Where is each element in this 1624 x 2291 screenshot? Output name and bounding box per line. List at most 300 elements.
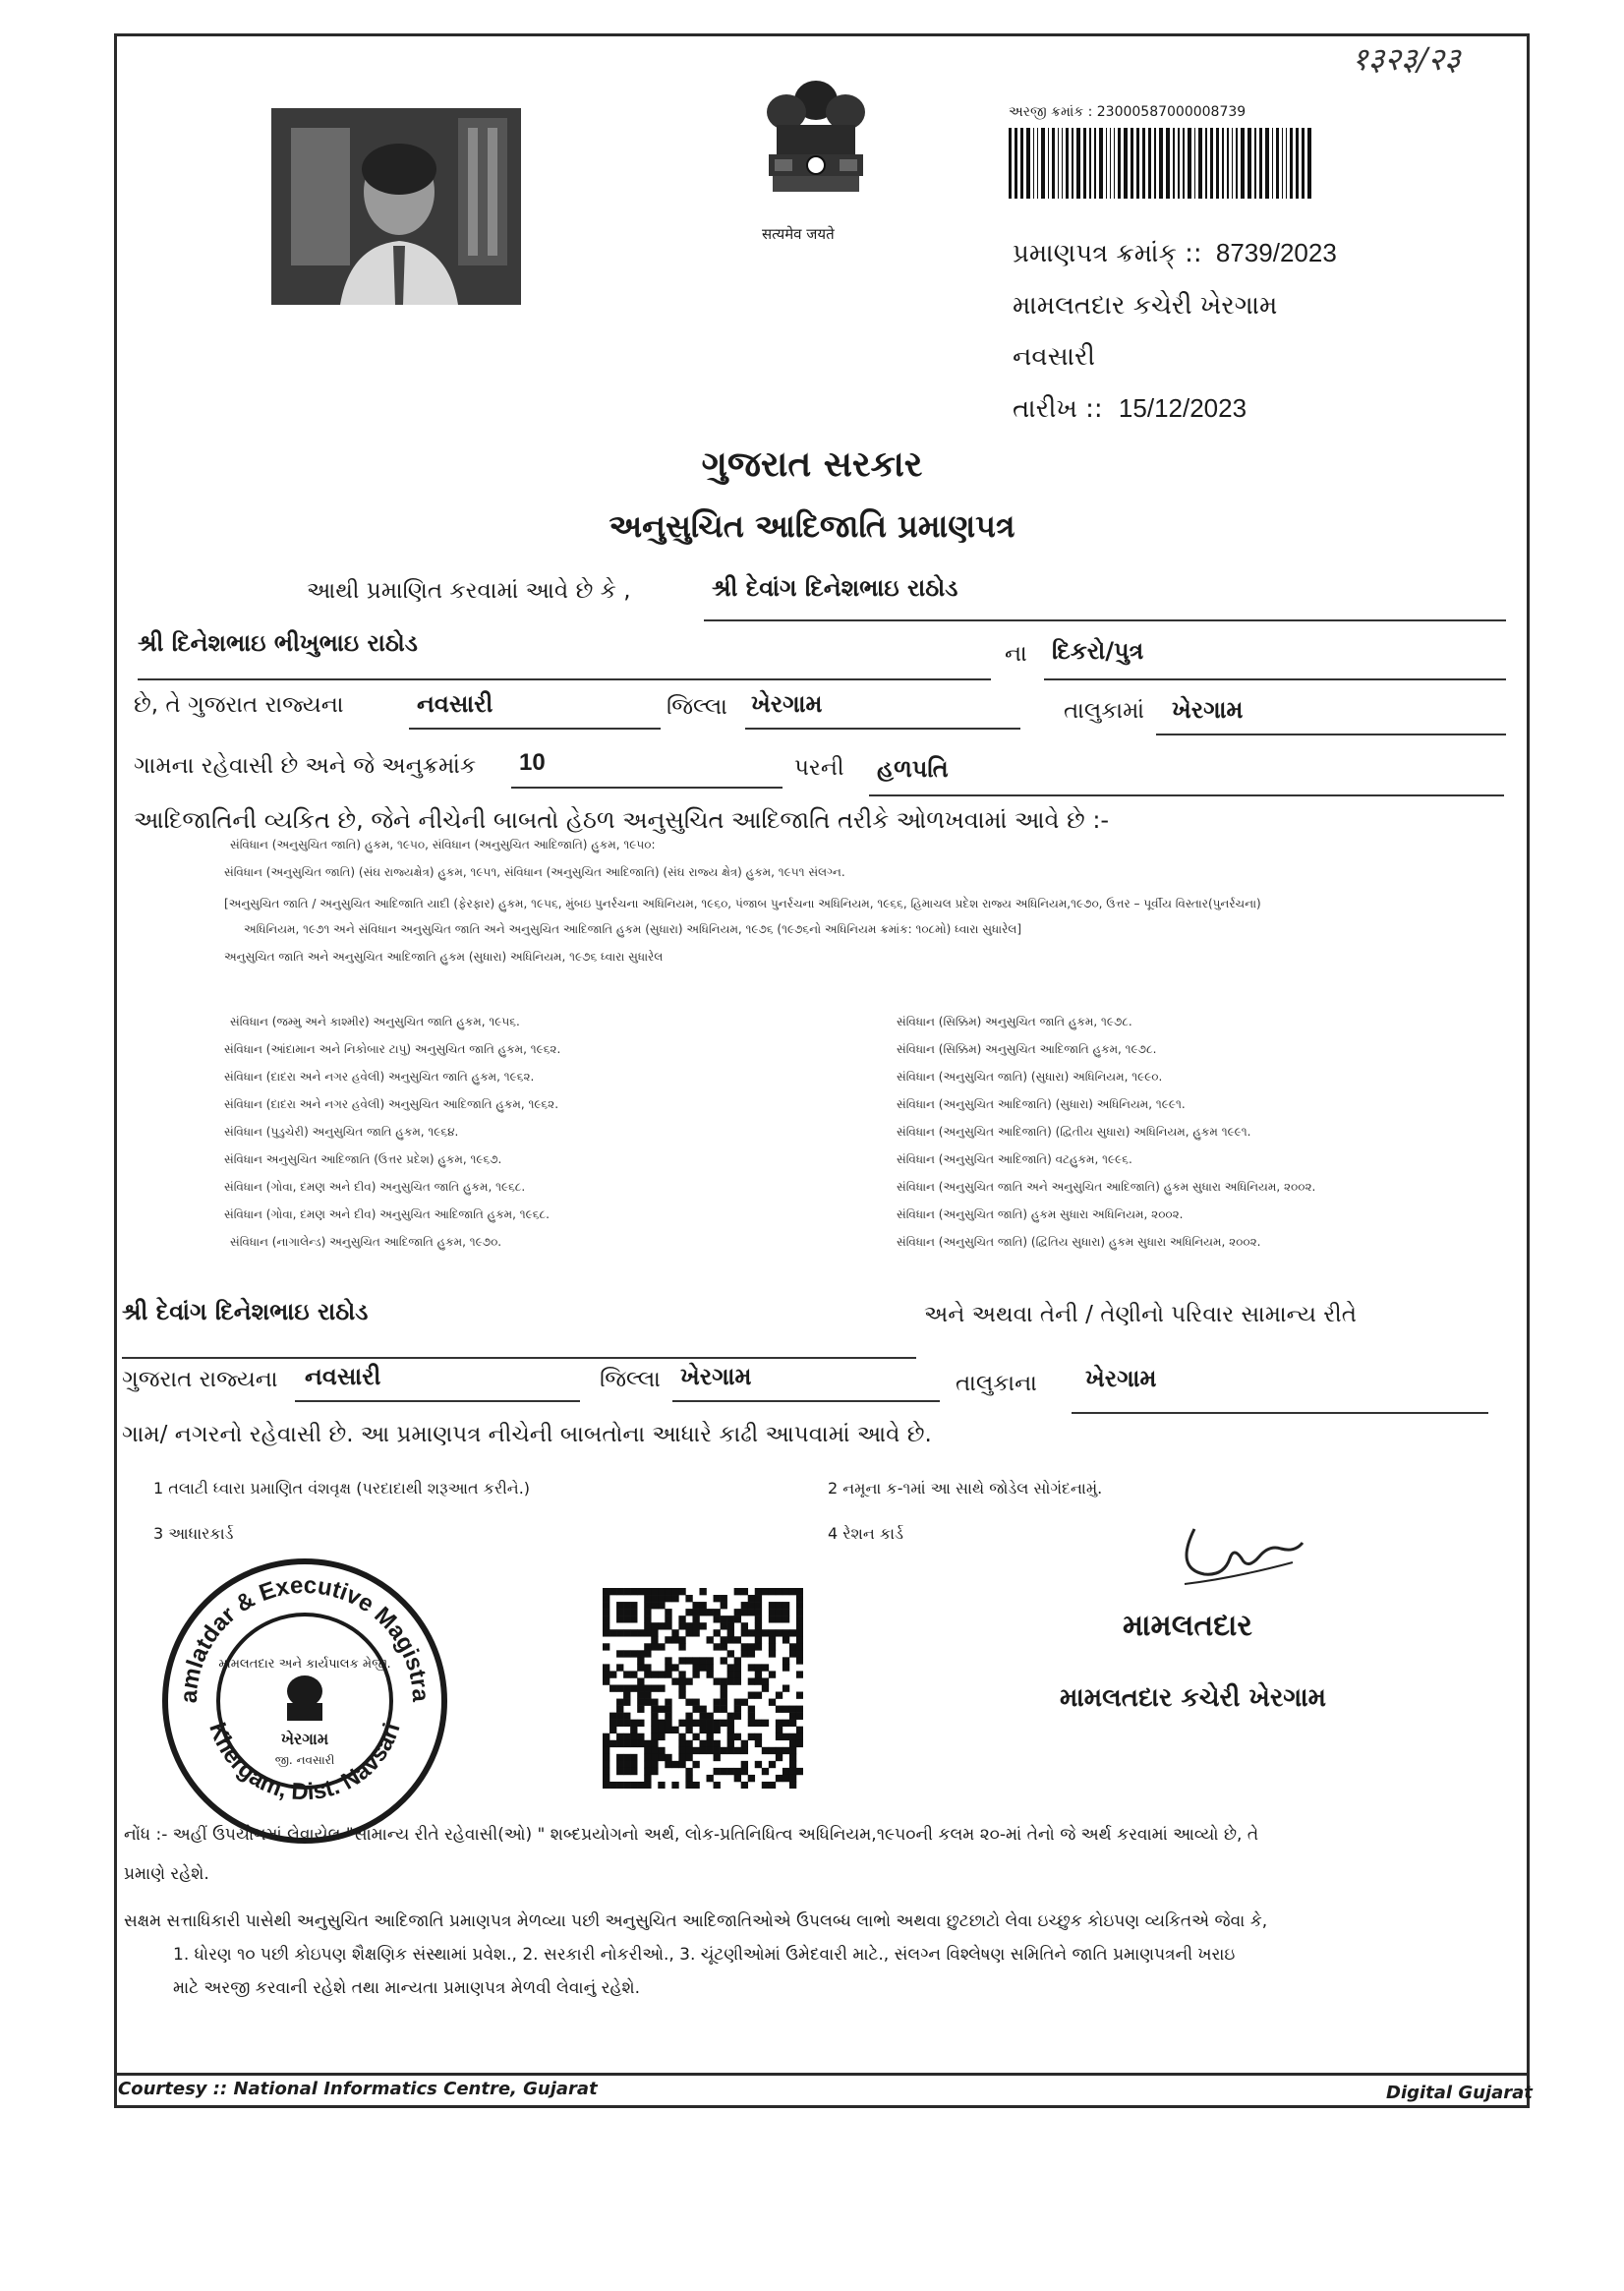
qr-module xyxy=(714,1754,721,1761)
qr-module xyxy=(671,1595,678,1602)
district-value-2: ખેરગામ xyxy=(751,690,823,718)
qr-module xyxy=(727,1740,734,1747)
qr-module xyxy=(714,1740,721,1747)
qr-module xyxy=(707,1657,714,1664)
qr-module xyxy=(603,1747,609,1754)
barcode-bar xyxy=(1259,128,1262,199)
qr-module xyxy=(721,1706,727,1713)
qr-module xyxy=(714,1720,721,1727)
qr-module xyxy=(734,1657,741,1664)
qr-module xyxy=(616,1664,623,1671)
barcode-bar xyxy=(1290,128,1293,199)
underline xyxy=(1072,1412,1488,1414)
qr-module xyxy=(685,1747,692,1754)
qr-module xyxy=(685,1595,692,1602)
qr-module xyxy=(699,1657,706,1664)
qr-module xyxy=(762,1588,769,1595)
person-name: શ્રી દેવાંગ દિનેશભાઇ રાઠોડ xyxy=(712,574,958,602)
qr-module xyxy=(741,1740,748,1747)
order-line: અધિનિયમ, ૧૯૭૧ અને સંવિધાન અનુસુચિત જાતિ અને અનુસુચિત આદિજાતિ હુકમ (સુધારા) અધિનિયમ, ૧૯૭૬ (૧૯૭૬નો અધિનિયમ ક્રમાંક: ૧૦૮મો) ધ્વારા સુધારેલ] xyxy=(244,922,1022,936)
qr-module xyxy=(665,1588,671,1595)
qr-module xyxy=(755,1609,762,1615)
barcode-bar xyxy=(1114,128,1115,199)
qr-module xyxy=(796,1636,803,1643)
qr-module xyxy=(783,1602,789,1609)
qr-module xyxy=(630,1609,637,1615)
barcode-bar xyxy=(1009,128,1012,199)
qr-module xyxy=(637,1740,644,1747)
qr-module xyxy=(644,1615,651,1622)
qr-module xyxy=(609,1740,616,1747)
barcode-bar xyxy=(1205,128,1207,199)
qr-module xyxy=(789,1629,796,1636)
qr-module xyxy=(692,1622,699,1629)
qr-module xyxy=(637,1677,644,1684)
seal-emblem-icon xyxy=(287,1675,322,1721)
qr-module xyxy=(692,1629,699,1636)
district-value: નવસારી xyxy=(417,690,493,718)
qr-module xyxy=(616,1609,623,1615)
qr-module xyxy=(783,1768,789,1775)
order-line: [અનુસુચિત જાતિ / અનુસુચિત આદિજાતિ યાદી (ફેરફાર) હુકમ, ૧૯૫૬, મુંબઇ પુનર્રચના અધિનિયમ, ૧૯૬૦, પંજાબ પુનર્રચના અધિનિયમ, ૧૯૬૬, હિમાચલ પ્રદેશ રાજ્ય અધિનિયમ,૧૯૭૦, ઉત્તર – પૂર્વીય વિસ્તાર(પુનર્રચના) xyxy=(224,897,1261,911)
qr-module xyxy=(603,1664,609,1671)
qr-module xyxy=(748,1775,755,1782)
qr-module xyxy=(762,1684,769,1691)
qr-module xyxy=(637,1733,644,1740)
barcode-bar xyxy=(1154,128,1156,199)
qr-module xyxy=(714,1768,721,1775)
qr-module xyxy=(651,1727,658,1733)
qr-module xyxy=(644,1747,651,1754)
qr-module xyxy=(734,1699,741,1706)
qr-module xyxy=(651,1754,658,1761)
qr-module xyxy=(671,1636,678,1643)
qr-module xyxy=(658,1754,665,1761)
qr-module xyxy=(644,1761,651,1768)
qr-module xyxy=(796,1713,803,1720)
qr-module xyxy=(637,1650,644,1657)
qr-module xyxy=(727,1664,734,1671)
document-item: 1 તલાટી ધ્વારા પ્રમાણિત વંશવૃક્ષ (પરદાદાથી શરૂઆત કરીને.) xyxy=(153,1479,531,1498)
qr-module xyxy=(685,1622,692,1629)
qr-module xyxy=(644,1692,651,1699)
qr-module xyxy=(692,1747,699,1754)
qr-module xyxy=(783,1609,789,1615)
qr-module xyxy=(762,1677,769,1684)
qr-module xyxy=(769,1615,776,1622)
qr-module xyxy=(685,1720,692,1727)
barcode-bar xyxy=(1131,128,1133,199)
qr-module xyxy=(721,1643,727,1650)
taluka-label-2: તાલુકાના xyxy=(956,1371,1037,1396)
note-line: પ્રમાણે રહેશે. xyxy=(124,1864,209,1884)
qr-module xyxy=(644,1684,651,1691)
qr-module xyxy=(665,1657,671,1664)
qr-module xyxy=(685,1699,692,1706)
qr-module xyxy=(692,1782,699,1789)
qr-module xyxy=(658,1684,665,1691)
qr-module xyxy=(692,1602,699,1609)
qr-module xyxy=(734,1671,741,1677)
underline xyxy=(409,728,661,730)
order-left: સંવિધાન (ગોવા, દમણ અને દીવ) અનુસુચિત આદિજાતિ હુકમ, ૧૯૬૮. xyxy=(224,1207,550,1221)
qr-module xyxy=(623,1588,630,1595)
qr-module xyxy=(665,1615,671,1622)
qr-module xyxy=(769,1747,776,1754)
qr-module xyxy=(796,1727,803,1733)
note-line: નોંધ :- અહીં ઉપયોગમાં લેવાયેલ "સામાન્ય રીતે રહેવાસી(ઓ) " શબ્દપ્રયોગનો અર્થ, લોક-પ્રતિનિધિત્વ અધિનિયમ,૧૯૫૦ની કલમ ૨૦-માં તેનો જે અર્થ કરવામાં આવ્યો છે, તે xyxy=(124,1825,1259,1845)
barcode-bar xyxy=(1166,128,1170,199)
qr-module xyxy=(616,1761,623,1768)
qr-module xyxy=(616,1706,623,1713)
qr-module xyxy=(796,1692,803,1699)
qr-module xyxy=(789,1733,796,1740)
qr-module xyxy=(755,1595,762,1602)
footer-divider xyxy=(114,2073,1530,2076)
qr-module xyxy=(658,1588,665,1595)
qr-module xyxy=(630,1671,637,1677)
qr-module xyxy=(644,1768,651,1775)
qr-module xyxy=(789,1754,796,1761)
district-label: જિલ્લા xyxy=(667,694,727,720)
qr-module xyxy=(623,1782,630,1789)
qr-module xyxy=(776,1588,783,1595)
qr-module xyxy=(637,1782,644,1789)
qr-module xyxy=(651,1747,658,1754)
qr-module xyxy=(789,1740,796,1747)
qr-module xyxy=(692,1609,699,1615)
barcode-bar xyxy=(1296,128,1299,199)
qr-module xyxy=(699,1588,706,1595)
qr-module xyxy=(651,1761,658,1768)
qr-module xyxy=(623,1602,630,1609)
qr-module xyxy=(796,1615,803,1622)
qr-module xyxy=(796,1595,803,1602)
application-number-value: 23000587000008739 xyxy=(1096,104,1247,120)
barcode-bar xyxy=(1148,128,1151,199)
qr-module xyxy=(734,1733,741,1740)
qr-module xyxy=(796,1588,803,1595)
barcode-bar xyxy=(1188,128,1191,199)
qr-module xyxy=(630,1768,637,1775)
qr-module xyxy=(748,1733,755,1740)
qr-module xyxy=(671,1629,678,1636)
qr-module xyxy=(658,1727,665,1733)
application-number-label: અરજી ક્રમાંક : xyxy=(1009,104,1093,120)
qr-module xyxy=(637,1657,644,1664)
basis-text: ગામ/ નગરનો રહેવાસી છે. આ પ્રમાણપત્ર નીચેની બાબતોના આધારે કાઢી આપવામાં આવે છે. xyxy=(122,1422,932,1447)
note-paragraph: સક્ષમ સત્તાધિકારી પાસેથી અનુસુચિત આદિજાતિ પ્રમાણપત્ર મેળવ્યા પછી અનુસુચિત આદિજાતિઓએ ઉપલબ્ધ લાભો અથવા છુટછાટો લેવા ઇચ્છુક કોઇપણ વ્યકિતએ જેવા કે, xyxy=(124,1911,1268,1931)
order-right: સંવિધાન (અનુસુચિત આદિજાતિ) (દ્વિતીય સુધારા) અધિનિયમ, હુકમ ૧૯૯૧. xyxy=(897,1125,1251,1139)
qr-module xyxy=(707,1747,714,1754)
qr-module xyxy=(721,1636,727,1643)
qr-module xyxy=(616,1699,623,1706)
qr-module xyxy=(734,1588,741,1595)
qr-module xyxy=(616,1733,623,1740)
certificate-number xyxy=(1013,238,1337,269)
qr-module xyxy=(616,1740,623,1747)
underline xyxy=(138,678,991,680)
order-left: સંવિધાન (દાદરા અને નગર હવેલી) અનુસુચિત આદિજાતિ હુકમ, ૧૯૬૨. xyxy=(224,1097,559,1111)
certificate-number-label: પ્રમાણપત્ર ક્રમાંક્ :: xyxy=(1013,239,1202,268)
qr-module xyxy=(651,1636,658,1643)
qr-module xyxy=(714,1677,721,1684)
qr-module xyxy=(603,1609,609,1615)
taluka-label: તાલુકામાં xyxy=(1064,698,1145,724)
qr-module xyxy=(714,1615,721,1622)
qr-module xyxy=(671,1588,678,1595)
relation-value: દિકરો/પુત્ર xyxy=(1052,637,1144,665)
qr-module xyxy=(644,1754,651,1761)
barcode-bar xyxy=(1066,128,1069,199)
qr-module xyxy=(623,1761,630,1768)
qr-module xyxy=(762,1782,769,1789)
qr-module xyxy=(789,1650,796,1657)
qr-module xyxy=(603,1602,609,1609)
barcode-bar xyxy=(1178,128,1180,199)
qr-module xyxy=(616,1754,623,1761)
qr-module xyxy=(644,1588,651,1595)
qr-module xyxy=(644,1782,651,1789)
qr-module xyxy=(637,1629,644,1636)
qr-module xyxy=(623,1615,630,1622)
serial-number: 10 xyxy=(519,749,546,776)
qr-module xyxy=(651,1602,658,1609)
qr-module xyxy=(616,1588,623,1595)
relation-prefix: ના xyxy=(1005,641,1027,667)
official-seal xyxy=(157,1554,452,1849)
qr-module xyxy=(685,1754,692,1761)
qr-module xyxy=(727,1720,734,1727)
qr-module xyxy=(727,1636,734,1643)
barcode-bar xyxy=(1026,128,1030,199)
qr-module xyxy=(796,1629,803,1636)
barcode-bar xyxy=(1307,128,1311,199)
seal-inner-center: ખેરગામ xyxy=(280,1730,329,1748)
qr-module xyxy=(783,1706,789,1713)
taluka-value-repeat: ખેરગામ xyxy=(1085,1365,1157,1392)
qr-module xyxy=(796,1602,803,1609)
qr-module xyxy=(665,1706,671,1713)
qr-module xyxy=(658,1782,665,1789)
qr-module xyxy=(789,1643,796,1650)
order-right: સંવિધાન (સિક્કિમ) અનુસુચિત જાતિ હુકમ, ૧૯૭૮. xyxy=(897,1015,1132,1028)
qr-module xyxy=(776,1747,783,1754)
qr-module xyxy=(721,1720,727,1727)
qr-module xyxy=(651,1671,658,1677)
family-text: અને અથવા તેની / તેણીનો પરિવાર સામાન્ય રીતે xyxy=(924,1302,1358,1327)
qr-module xyxy=(783,1636,789,1643)
barcode-bar xyxy=(1210,128,1213,199)
qr-module xyxy=(796,1768,803,1775)
qr-module xyxy=(616,1650,623,1657)
qr-module xyxy=(699,1720,706,1727)
document-item: 2 નમૂના ક-૧માં આ સાથે જોડેલ સોગંદનામું. xyxy=(828,1479,1103,1498)
qr-module xyxy=(692,1664,699,1671)
qr-module xyxy=(678,1754,685,1761)
qr-module xyxy=(783,1664,789,1671)
qr-module xyxy=(776,1754,783,1761)
qr-module xyxy=(616,1768,623,1775)
qr-module xyxy=(637,1706,644,1713)
barcode-bar xyxy=(1222,128,1224,199)
barcode-bar xyxy=(1099,128,1103,199)
qr-module xyxy=(727,1671,734,1677)
qr-module xyxy=(783,1588,789,1595)
barcode-bar xyxy=(1198,128,1202,199)
qr-module xyxy=(616,1602,623,1609)
qr-module xyxy=(699,1727,706,1733)
qr-module xyxy=(665,1727,671,1733)
qr-module xyxy=(707,1775,714,1782)
qr-module xyxy=(616,1629,623,1636)
qr-module xyxy=(727,1727,734,1733)
qr-module xyxy=(699,1664,706,1671)
qr-module xyxy=(665,1699,671,1706)
qr-module xyxy=(671,1782,678,1789)
qr-module xyxy=(651,1706,658,1713)
qr-module xyxy=(755,1720,762,1727)
qr-module xyxy=(623,1733,630,1740)
caste-label: પરની xyxy=(794,755,844,781)
qr-module xyxy=(776,1720,783,1727)
qr-module xyxy=(665,1761,671,1768)
qr-module xyxy=(623,1684,630,1691)
district-label-2: જિલ્લા xyxy=(600,1367,661,1392)
note-paragraph: 1. ધોરણ ૧૦ પછી કોઇપણ શૈક્ષણિક સંસ્થામાં પ્રવેશ., 2. સરકારી નોકરીઓ., 3. ચૂંટણીઓમાં ઉમેદવારી માટે., સંલગ્ન વિશ્લેષણ સમિતિને જાતિ પ્રમાણપત્રની ખરાઇ xyxy=(173,1945,1236,1965)
qr-module xyxy=(789,1768,796,1775)
qr-module xyxy=(796,1740,803,1747)
order-right: સંવિધાન (અનુસુચિત આદિજાતિ) વટહુકમ, ૧૯૯૬. xyxy=(897,1152,1132,1166)
qr-module xyxy=(644,1740,651,1747)
qr-module xyxy=(658,1602,665,1609)
qr-module xyxy=(678,1720,685,1727)
qr-module xyxy=(630,1588,637,1595)
qr-module xyxy=(630,1740,637,1747)
qr-module xyxy=(734,1706,741,1713)
underline xyxy=(745,728,1020,730)
qr-module xyxy=(776,1733,783,1740)
qr-module xyxy=(776,1775,783,1782)
qr-module xyxy=(658,1720,665,1727)
qr-module xyxy=(769,1650,776,1657)
order-right: સંવિધાન (અનુસુચિત જાતિ અને અનુસુચિત આદિજાતિ) હુકમ સુધારા અધિનિયમ, ૨૦૦૨. xyxy=(897,1180,1316,1194)
qr-module xyxy=(748,1650,755,1657)
qr-module xyxy=(769,1588,776,1595)
certificate-title: અનુસુચિત આદિજાતિ પ્રમાણપત્ર xyxy=(609,507,1015,545)
qr-module xyxy=(796,1650,803,1657)
barcode-bar xyxy=(1272,128,1273,199)
underline xyxy=(672,1400,940,1402)
qr-module xyxy=(658,1622,665,1629)
qr-module xyxy=(623,1671,630,1677)
qr-module xyxy=(769,1671,776,1677)
qr-module xyxy=(692,1733,699,1740)
order-right: સંવિધાન (અનુસુચિત જાતિ) હુકમ સુધારા અધિનિયમ, ૨૦૦૨. xyxy=(897,1207,1184,1221)
barcode-bar xyxy=(1058,128,1059,199)
signatory-office: મામલતદાર કચેરી ખેરગામ xyxy=(1060,1683,1326,1713)
underline xyxy=(1156,734,1506,735)
qr-module xyxy=(637,1664,644,1671)
qr-module xyxy=(741,1622,748,1629)
barcode-bar xyxy=(1037,128,1038,199)
qr-module xyxy=(685,1740,692,1747)
barcode-bar xyxy=(1136,128,1139,199)
qr-module xyxy=(789,1775,796,1782)
qr-module xyxy=(734,1609,741,1615)
qr-module xyxy=(783,1684,789,1691)
qr-module xyxy=(769,1782,776,1789)
qr-module xyxy=(783,1629,789,1636)
qr-module xyxy=(769,1699,776,1706)
qr-module xyxy=(609,1782,616,1789)
qr-module xyxy=(637,1692,644,1699)
qr-module xyxy=(762,1664,769,1671)
state-text: છે, તે ગુજરાત રાજ્યના xyxy=(134,692,344,718)
qr-module xyxy=(651,1720,658,1727)
qr-module xyxy=(748,1692,755,1699)
barcode-bar xyxy=(1110,128,1111,199)
qr-module xyxy=(678,1747,685,1754)
qr-module xyxy=(714,1706,721,1713)
qr-module xyxy=(762,1720,769,1727)
order-right: સંવિધાન (સિક્કિમ) અનુસુચિત આદિજાતિ હુકમ, ૧૯૭૮. xyxy=(897,1042,1157,1056)
qr-module xyxy=(685,1768,692,1775)
barcode-bar xyxy=(1041,128,1045,199)
qr-module xyxy=(678,1588,685,1595)
note-paragraph: માટે અરજી કરવાની રહેશે તથા માન્યતા પ્રમાણપત્ર મેળવી લેવાનું રહેશે. xyxy=(173,1978,641,1998)
barcode-bar xyxy=(1052,128,1055,199)
qr-module xyxy=(776,1692,783,1699)
underline xyxy=(511,787,783,789)
qr-module xyxy=(727,1677,734,1684)
document-item: 3 આધારકાર્ડ xyxy=(153,1524,234,1543)
qr-module xyxy=(734,1636,741,1643)
qr-module xyxy=(776,1615,783,1622)
qr-module xyxy=(748,1720,755,1727)
qr-module xyxy=(714,1643,721,1650)
order-left: સંવિધાન (પુડુચેરી) અનુસુચિત જાતિ હુકમ, ૧૯૬૪. xyxy=(224,1125,459,1139)
qr-module xyxy=(609,1720,616,1727)
qr-module xyxy=(748,1643,755,1650)
qr-module xyxy=(616,1720,623,1727)
qr-module xyxy=(685,1609,692,1615)
qr-module xyxy=(603,1588,609,1595)
qr-module xyxy=(721,1747,727,1754)
qr-module xyxy=(671,1677,678,1684)
qr-module xyxy=(644,1643,651,1650)
qr-module xyxy=(755,1733,762,1740)
barcode-bar xyxy=(1183,128,1185,199)
barcode-bar xyxy=(1118,128,1121,199)
qr-module xyxy=(609,1713,616,1720)
qr-module xyxy=(714,1727,721,1733)
qr-module xyxy=(603,1643,609,1650)
qr-module xyxy=(755,1615,762,1622)
order-right: સંવિધાન (અનુસુચિત જાતિ) (સુધારા) અધિનિયમ, ૧૯૯૦. xyxy=(897,1070,1163,1084)
issue-date xyxy=(1013,393,1247,425)
qr-module xyxy=(603,1629,609,1636)
qr-module xyxy=(665,1720,671,1727)
qr-module xyxy=(685,1727,692,1733)
certificate-number-value: 8739/2023 xyxy=(1215,238,1337,267)
barcode-bar xyxy=(1265,128,1269,199)
qr-module xyxy=(748,1609,755,1615)
qr-module xyxy=(748,1677,755,1684)
qr-module xyxy=(734,1664,741,1671)
qr-module xyxy=(630,1602,637,1609)
barcode-bar xyxy=(1216,128,1219,199)
